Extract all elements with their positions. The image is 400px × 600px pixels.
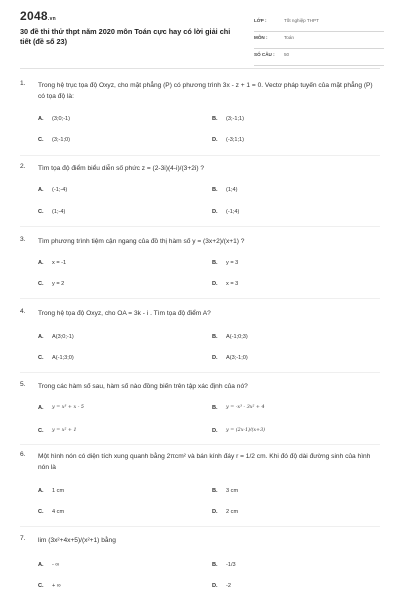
option-value: y = (2x-1)/(x+3) — [226, 428, 266, 433]
question-number: 3. — [20, 236, 26, 243]
option-letter: B. — [212, 405, 218, 411]
question-text: lim (3x²+4x+5)/(x²+1) bằng — [38, 537, 116, 544]
option-letter: C. — [38, 137, 44, 143]
option-value: (-3;1;1) — [226, 137, 245, 143]
option-letter: B. — [212, 562, 218, 568]
option-letter: D. — [212, 355, 218, 361]
meta-value: Tốt nghiệp THPT — [284, 18, 319, 23]
option-letter: C. — [38, 583, 44, 589]
site-logo[interactable] — [20, 9, 56, 23]
brand-name: 2048 — [20, 9, 48, 23]
option-value: (3;-1;1) — [226, 116, 245, 122]
option-letter: A. — [38, 334, 44, 340]
question-number: 4. — [20, 308, 26, 315]
option-letter: B. — [212, 116, 218, 122]
option-value: y = -x³ - 3x² + 4 — [226, 405, 265, 410]
option-value: 4 cm — [52, 509, 65, 515]
question-text: Tìm phương trình tiệm cận ngang của đồ thị hàm số y = (3x+2)/(x+1) ? — [38, 238, 245, 245]
option-letter: A. — [38, 488, 44, 494]
meta-value: 50 — [284, 52, 290, 57]
meta-label: MÔN : — [254, 35, 268, 40]
option-letter: C. — [38, 281, 44, 287]
question-text: Một hình nón có diện tích xung quanh bằng 2πcm² và bán kính đáy r = 1/2 cm. Khi đó độ dài đường sinh của hình nón là — [38, 453, 371, 471]
option-letter: B. — [212, 187, 218, 193]
option-value: y = x² + 1 — [52, 428, 77, 433]
meta-row-class — [254, 15, 384, 32]
option-letter: B. — [212, 334, 218, 340]
question-divider — [20, 526, 380, 527]
option-value: - ∞ — [52, 562, 60, 568]
option-value: A(3;-1;0) — [226, 355, 248, 361]
meta-label: LỚP : — [254, 18, 267, 23]
option-letter: C. — [38, 209, 44, 215]
question-text: Trong các hàm số sau, hàm số nào đồng biến trên tập xác định của nó? — [38, 383, 248, 390]
question-divider — [20, 298, 380, 299]
option-letter: A. — [38, 405, 44, 411]
option-letter: A. — [38, 260, 44, 266]
option-letter: D. — [212, 583, 218, 589]
option-value: (3;0;-1) — [52, 116, 71, 122]
option-letter: D. — [212, 137, 218, 143]
meta-row-subject — [254, 32, 384, 49]
document-title: 30 đề thi thử thpt năm 2020 môn Toán cực hay có lời giải chi tiết (đề số 23) — [20, 27, 231, 46]
option-value: -1/3 — [226, 562, 236, 568]
meta-value: Toán — [284, 35, 294, 40]
option-value: A(-1;3;0) — [52, 355, 74, 361]
option-value: x = 3 — [226, 281, 239, 287]
question-number: 5. — [20, 381, 26, 388]
question-number: 1. — [20, 80, 26, 87]
option-letter: A. — [38, 116, 44, 122]
option-value: 3 cm — [226, 488, 239, 494]
option-value: y = 3 — [226, 260, 239, 266]
option-value: 2 cm — [226, 509, 239, 515]
meta-label: SỐ CÂU : — [254, 52, 275, 57]
option-letter: C. — [38, 509, 44, 515]
option-letter: D. — [212, 209, 218, 215]
question-number: 7. — [20, 535, 26, 542]
option-letter: D. — [212, 509, 218, 515]
question-divider — [20, 444, 380, 445]
meta-row-count — [254, 49, 384, 66]
option-value: A(-1;0;3) — [226, 334, 248, 340]
option-letter: C. — [38, 428, 44, 434]
question-divider — [20, 155, 380, 156]
question-divider — [20, 372, 380, 373]
option-letter: C. — [38, 355, 44, 361]
option-value: (-1;-4) — [52, 187, 68, 193]
option-value: x = -1 — [52, 260, 67, 266]
question-number: 6. — [20, 451, 26, 458]
question-text: Trong hệ trục tọa độ Oxyz, cho mặt phẳng (P) có phương trình 3x - z + 1 = 0. Vectơ pháp tuyến của mặt phẳng (P) có tọa độ là: — [38, 82, 373, 100]
option-value: 1 cm — [52, 488, 65, 494]
document-meta — [254, 15, 384, 66]
question-divider — [20, 226, 380, 227]
question-text: Tìm tọa độ điểm biểu diễn số phức z = (2-3i)(4-i)/(3+2i) ? — [38, 165, 205, 172]
option-letter: D. — [212, 281, 218, 287]
option-letter: B. — [212, 488, 218, 494]
option-value: (3;-1;0) — [52, 137, 71, 143]
brand-tld: .vn — [47, 16, 57, 22]
option-letter: A. — [38, 187, 44, 193]
option-value: -2 — [226, 583, 231, 589]
question-text: Trong hệ tọa độ Oxyz, cho OA = 3k - i . Tìm tọa độ điểm A? — [38, 310, 211, 317]
option-value: (1;4) — [226, 187, 238, 193]
option-value: A(3;0;-1) — [52, 334, 74, 340]
question-number: 2. — [20, 163, 26, 170]
option-letter: B. — [212, 260, 218, 266]
option-value: + ∞ — [52, 583, 61, 589]
option-value: (-1;4) — [226, 209, 240, 215]
option-value: (1;-4) — [52, 209, 66, 215]
option-value: y = 2 — [52, 281, 65, 287]
option-value: y = x³ + x - 5 — [52, 405, 84, 410]
document-header — [0, 0, 400, 64]
option-letter: D. — [212, 428, 218, 434]
header-divider — [20, 68, 380, 69]
option-letter: A. — [38, 562, 44, 568]
